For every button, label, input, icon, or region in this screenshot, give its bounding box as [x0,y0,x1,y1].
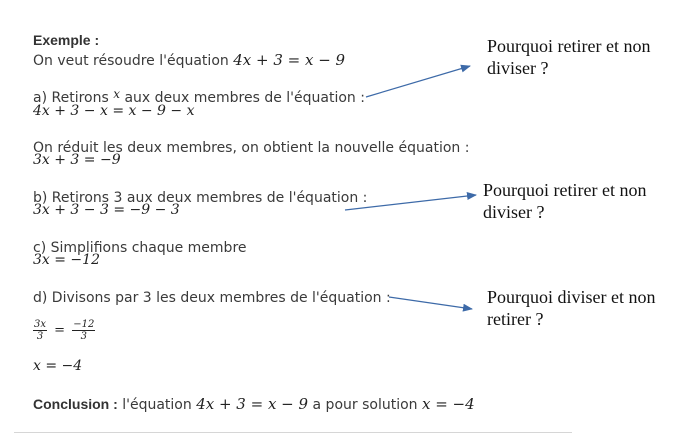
step-b-text: b) Retirons 3 aux deux membres de l'équation : [33,190,368,206]
fraction-left-numerator: 3x [34,319,47,330]
step-c-text: c) Simplifions chaque membre [33,240,247,256]
step-c-equation: 3x = −12 [33,252,100,268]
step-a-variable: x [113,87,120,101]
question-note-2: Pourquoi retirer et non diviser ? [483,180,647,222]
conclusion-label: Conclusion : [33,396,118,412]
conclusion-equation: 4x + 3 = x − 9 [196,395,309,413]
conclusion-text-mid: a pour solution [312,397,418,413]
question-note-1: Pourquoi retirer et non diviser ? [487,36,651,78]
fraction-right-denominator: 3 [80,331,87,342]
step-d-result: x = −4 [33,358,83,374]
conclusion-text-before: l'équation [122,397,192,413]
intro-equation: 4x + 3 = x − 9 [233,51,346,69]
question-note-3: Pourquoi diviser et non retirer ? [487,287,656,329]
arrow-2 [345,195,476,210]
fraction-equals: = [54,323,66,338]
step-a-equation: 4x + 3 − x = x − 9 − x [33,103,195,119]
step-b-equation: 3x + 3 − 3 = −9 − 3 [33,202,180,218]
arrow-3 [389,297,472,309]
fraction-right-numerator: −12 [73,319,95,330]
step-d-text: d) Divisons par 3 les deux membres de l'équation : [33,290,391,306]
conclusion-solution: x = −4 [421,395,475,413]
example-title: Exemple : [33,32,100,48]
step-a-text-before: a) Retirons [33,90,109,106]
reduce-text: On réduit les deux membres, on obtient la nouvelle équation : [33,140,470,156]
reduce-equation: 3x + 3 = −9 [33,152,121,168]
step-a-text-after: aux deux membres de l'équation : [124,90,365,106]
arrow-1 [366,66,470,97]
fraction-left-denominator: 3 [36,331,44,342]
intro-text: On veut résoudre l'équation [33,53,229,69]
